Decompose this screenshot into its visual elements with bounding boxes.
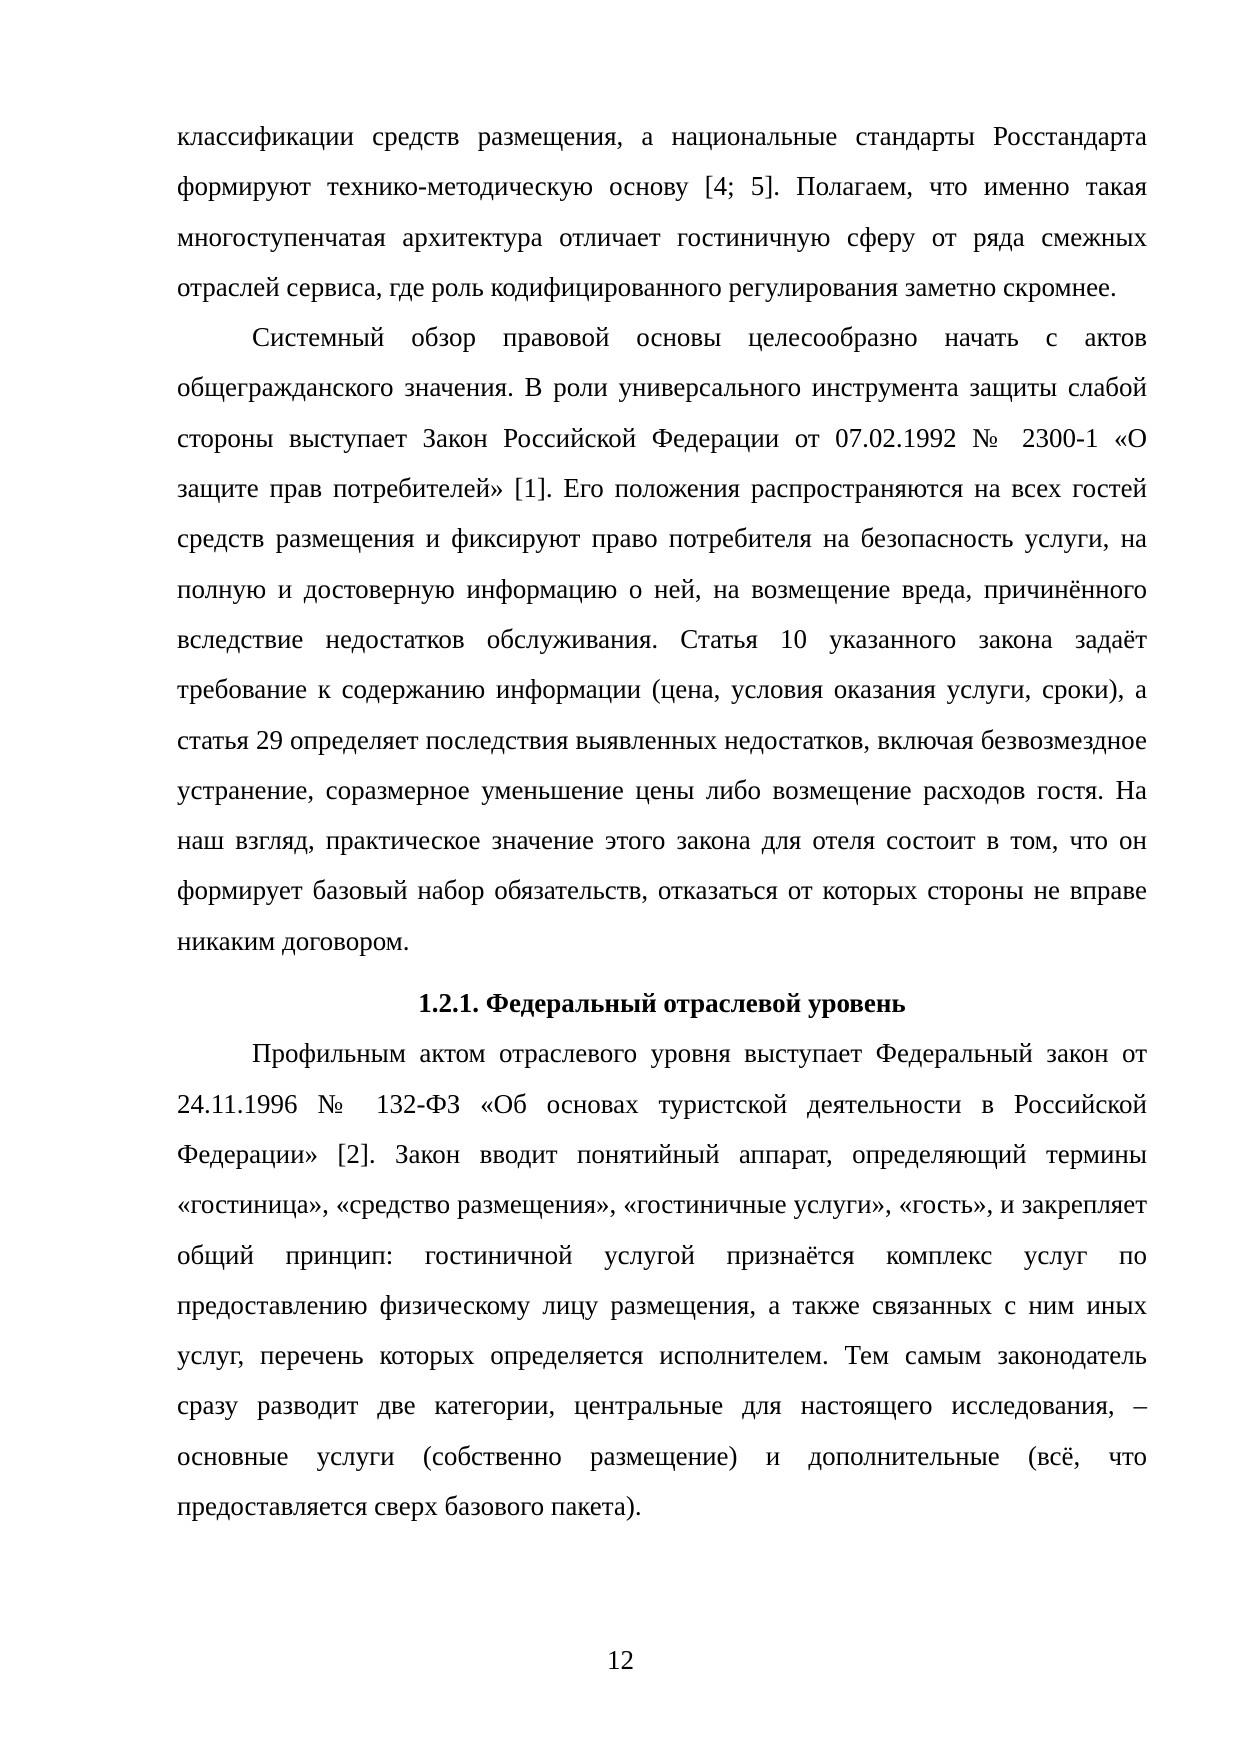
paragraph-consumer-law: Системный обзор правовой основы целесообразно начать с актов общегражданского значения. В роли универсального инструмента защиты слабой стороны выступает Закон Российской Федерации от 07.02.1992 № 2300-1 «О защите прав потребителей» [1]. Его положения распространяются на всех гостей средств размещения и фиксируют право потребителя на безопасность услуги, на полную и достоверную информацию о ней, на возмещение вреда, причинённого вследствие недостатков обслуживания. Статья 10 указанного закона задаёт требование к содержанию информации (цена, условия оказания услуги, сроки), а статья 29 определяет последствия выявленных недостатков, включая безвозмездное устранение, соразмерное уменьшение цены либо возмещение расходов гостя. На наш взгляд, практическое значение этого закона для отеля состоит в том, что он формирует базовый набор обязательств, отказаться от которых стороны не вправе никаким договором. (177, 322, 1147, 956)
paragraph-tourism-law: Профильным актом отраслевого уровня выступает Федеральный закон от 24.11.1996 № 132-ФЗ «Об основах туристской деятельности в Российской Федерации» [2]. Закон вводит понятийный аппарат, определяющий термины «гостиница», «средство размещения», «гостиничные услуги», «гость», и закрепляет общий принцип: гостиничной услугой признаётся комплекс услуг по предоставлению физическому лицу размещения, а также связанных с ним иных услуг, перечень которых определяется исполнителем. Тем самым законодатель сразу разводит две категории, центральные для настоящего исследования, – основные услуги (собственно размещение) и дополнительные (всё, что предоставляется сверх базового пакета). (177, 1038, 1147, 1522)
paragraph-continuation: классификации средств размещения, а национальные стандарты Росстандарта формируют технико-методическую основу [4; 5]. Полагаем, что именно такая многоступенчатая архитектура отличает гостиничную сферу от ряда смежных отраслей сервиса, где роль кодифицированного регулирования заметно скромнее. (177, 121, 1147, 302)
body-text (177, 111, 1147, 1531)
section-heading: 1.2.1. Федеральный отраслевой уровень (418, 988, 906, 1019)
page-number: 12 (607, 1645, 634, 1675)
